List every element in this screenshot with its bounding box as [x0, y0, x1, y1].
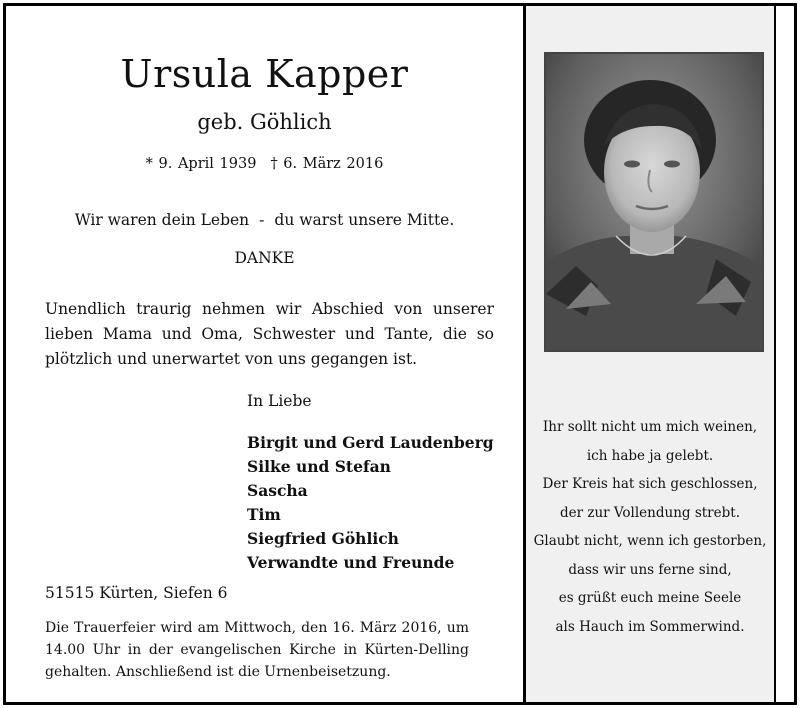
motto [6, 211, 523, 229]
signers-list [247, 431, 494, 575]
signer: Siegfried Göhlich [247, 529, 399, 548]
poem-line: als Hauch im Sommerwind. [555, 618, 745, 635]
funeral-line: 14.00 Uhr in der evangelischen Kirche in Kürten-Delling [45, 642, 469, 658]
death-date: † 6. März 2016 [270, 156, 384, 172]
photo-panel [526, 6, 774, 702]
birth-date: * 9. April 1939 [145, 156, 257, 172]
poem [526, 413, 774, 641]
funeral-line: Die Trauerfeier wird am Mittwoch, den 16. März 2016, um [45, 620, 469, 636]
funeral-info [45, 617, 469, 683]
mourning-paragraph [45, 297, 494, 372]
poem-line: dass wir uns ferne sind, [568, 561, 732, 578]
signer: Sascha [247, 481, 308, 500]
birth-name: geb. Göhlich [197, 110, 332, 134]
signer: Tim [247, 505, 281, 524]
poem-line: der zur Vollendung strebt. [559, 504, 740, 521]
portrait-image [546, 54, 762, 350]
funeral-line: gehalten. Anschließend ist die Urnenbeisetzung. [45, 664, 391, 680]
mourning-line: lieben Mama und Oma, Schwester und Tante, die so [45, 325, 494, 343]
danke-text: DANKE [234, 249, 295, 267]
poem-line: Ihr sollt nicht um mich weinen, [542, 419, 758, 435]
mourning-line: Unendlich traurig nehmen wir Abschied von unserer [45, 300, 494, 318]
motto-dash: - [259, 211, 265, 229]
motto-part-2: du warst unsere Mitte. [274, 211, 455, 229]
poem-line: ich habe ja gelebt. [586, 447, 714, 464]
signer: Verwandte und Freunde [247, 553, 455, 572]
portrait-photo [544, 52, 764, 352]
mourning-line: plötzlich und unerwartet von uns gegangen ist. [45, 350, 418, 368]
right-border [774, 6, 776, 702]
poem-line: Glaubt nicht, wenn ich gestorben, [533, 533, 767, 549]
signer: Birgit und Gerd Laudenberg [247, 433, 494, 452]
motto-part-1: Wir waren dein Leben [74, 211, 250, 229]
deceased-name: Ursula Kapper [120, 52, 409, 96]
in-liebe-text: In Liebe [247, 392, 312, 410]
address: 51515 Kürten, Siefen 6 [45, 584, 228, 602]
poem-line: Der Kreis hat sich geschlossen, [542, 476, 758, 492]
obituary-frame [3, 3, 797, 705]
poem-line: es grüßt euch meine Seele [558, 590, 742, 606]
signer: Silke und Stefan [247, 457, 391, 476]
life-dates [6, 156, 523, 172]
